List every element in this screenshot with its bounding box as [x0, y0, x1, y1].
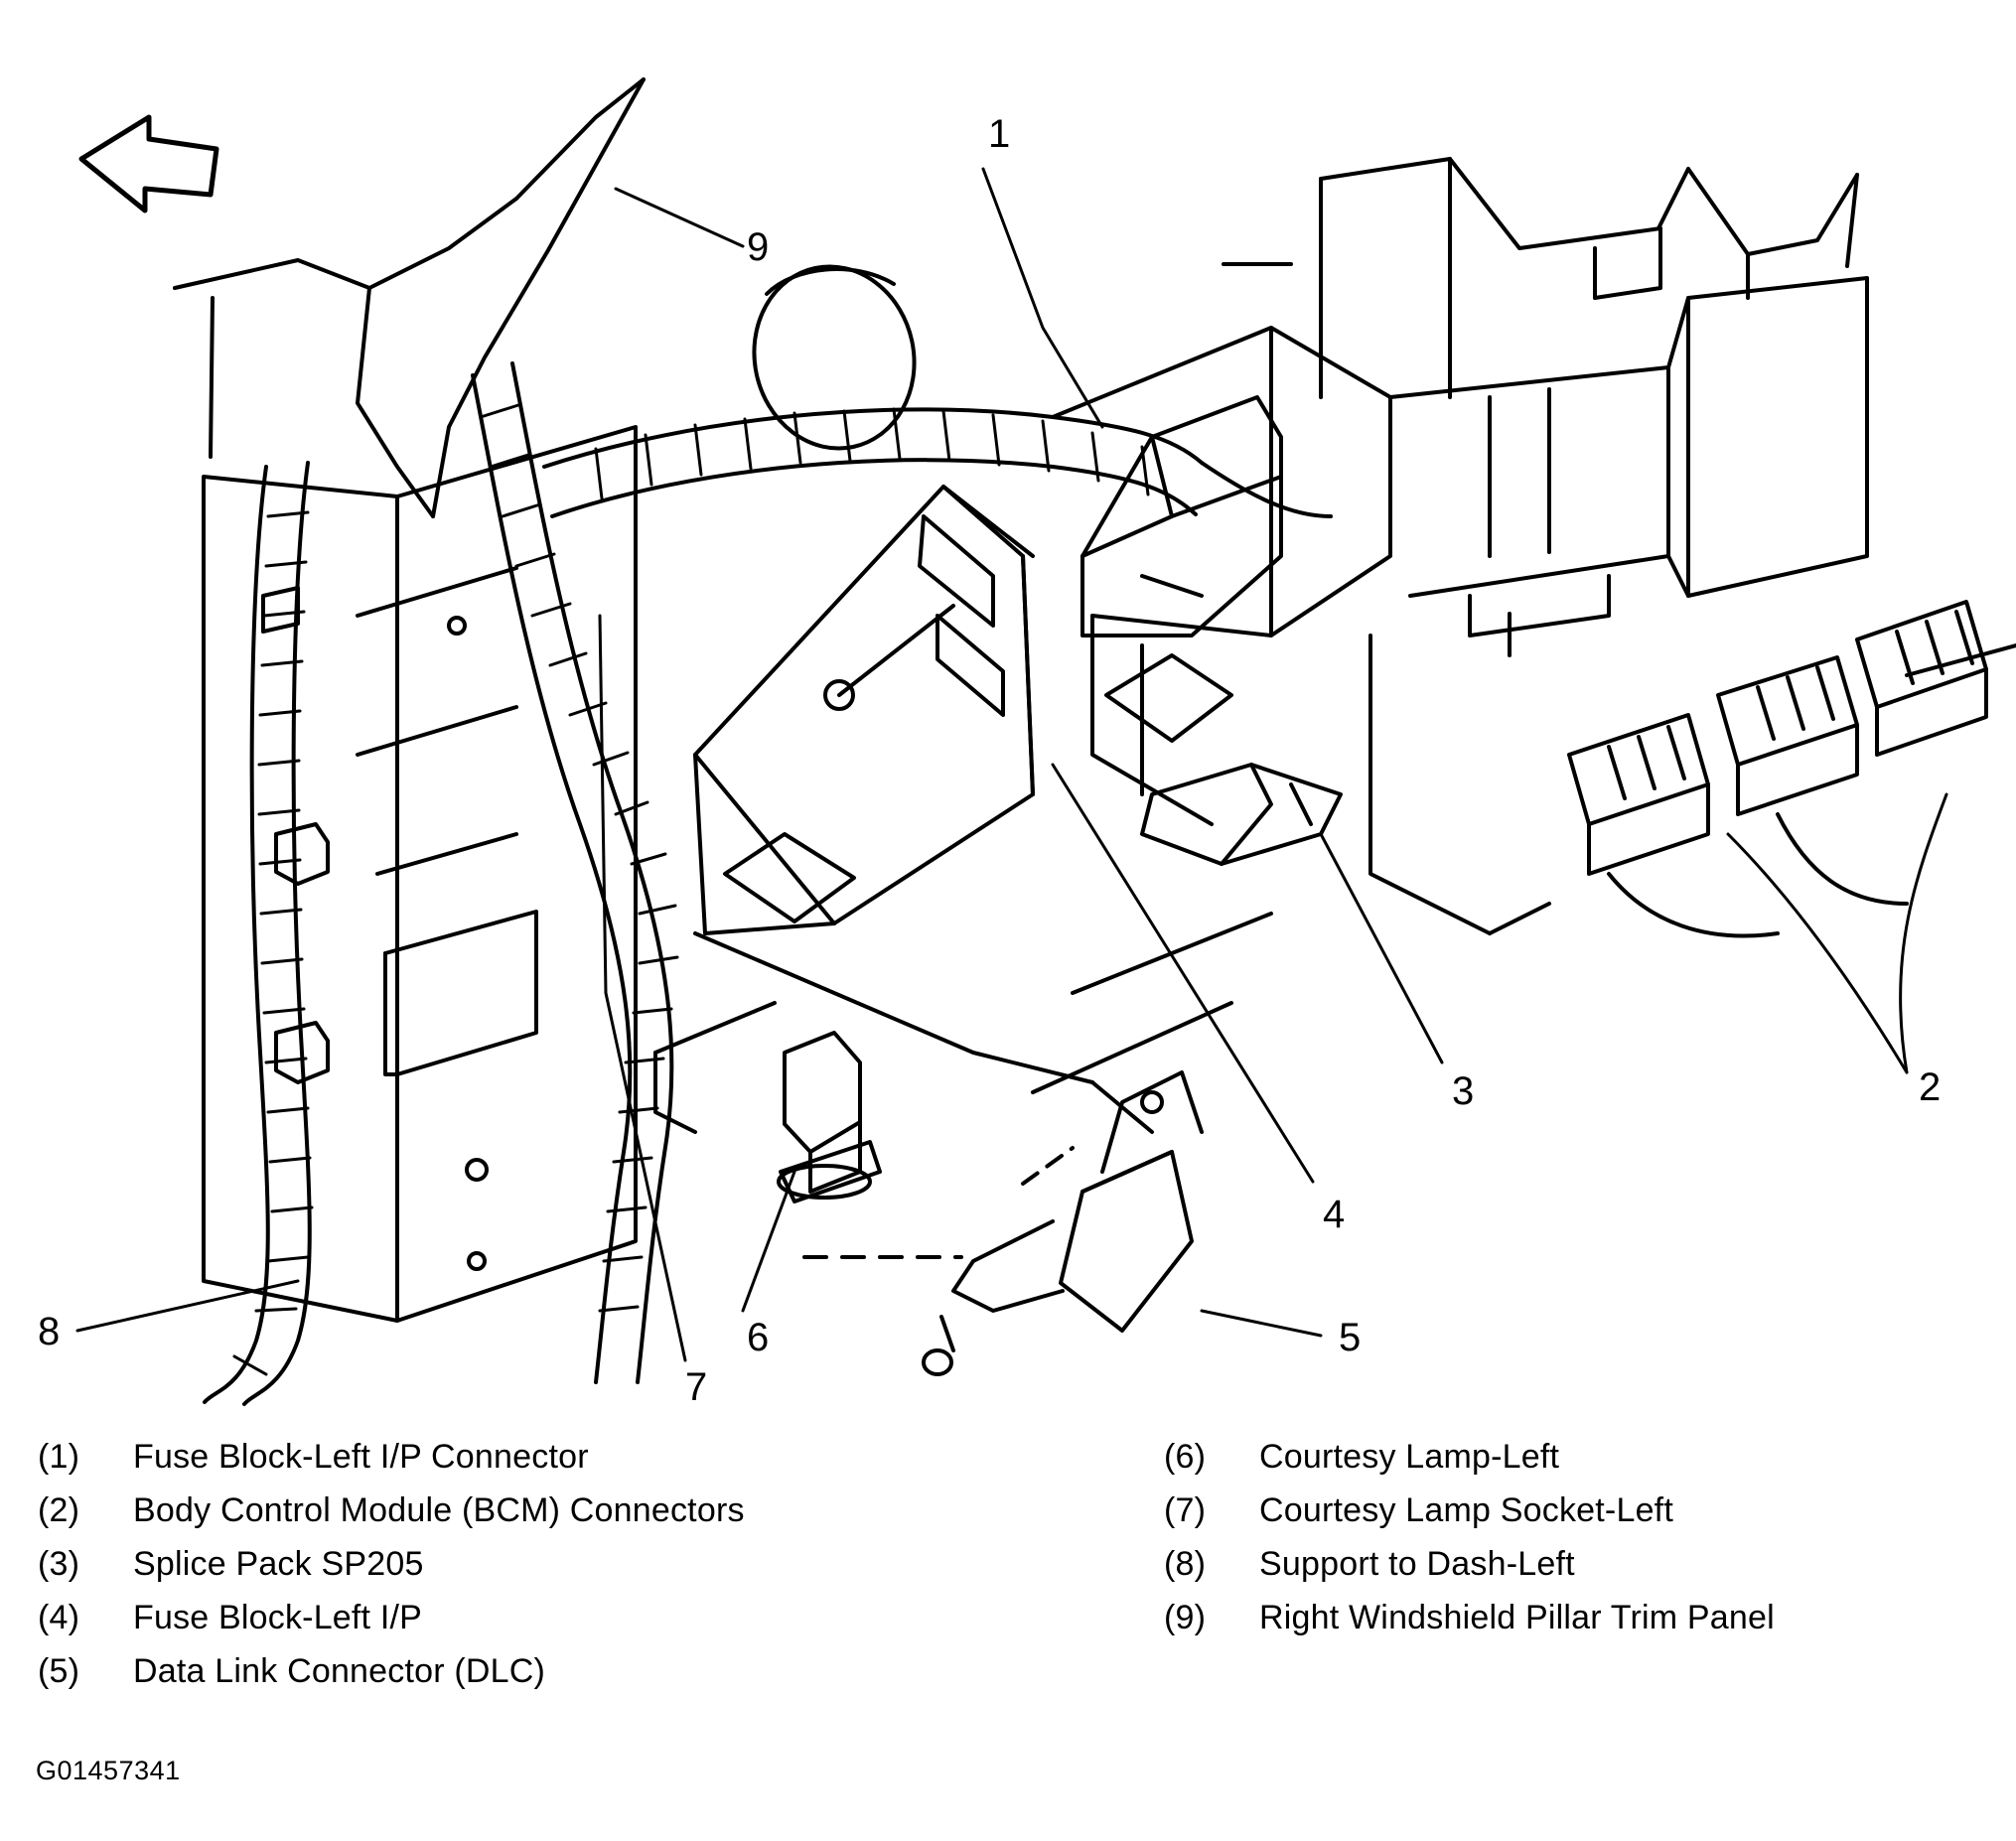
legend-label: Support to Dash-Left: [1259, 1545, 1575, 1583]
legend-number: (9): [1164, 1599, 1207, 1636]
callout-4: 4: [1323, 1193, 1346, 1236]
wiring-harness-center-left: [473, 363, 677, 1382]
callout-9: 9: [747, 225, 770, 269]
legend-number: (2): [38, 1491, 80, 1529]
dash-upper-structure: [1224, 159, 1857, 397]
legend-label: Data Link Connector (DLC): [133, 1652, 546, 1690]
legend-label: Fuse Block-Left I/P Connector: [133, 1438, 589, 1476]
legend: [0, 1430, 2016, 1728]
legend-label: Courtesy Lamp-Left: [1259, 1438, 1560, 1476]
callout-3: 3: [1452, 1069, 1475, 1113]
instrument-panel-support: [1053, 278, 1867, 824]
legend-number: (4): [38, 1599, 80, 1636]
hvac-duct-opening: [738, 251, 932, 463]
callout-leader-lines: [77, 169, 1946, 1360]
callout-7: 7: [685, 1365, 708, 1409]
lower-dash-edges: [655, 636, 1549, 1132]
callout-1: 1: [988, 112, 1011, 156]
legend-item: [38, 1591, 745, 1644]
fuse-block-left-ip: [695, 487, 1033, 933]
legend-item: [38, 1537, 745, 1591]
callout-6: 6: [747, 1316, 770, 1359]
figure-id: G01457341: [36, 1756, 181, 1785]
callout-2: 2: [1919, 1065, 1942, 1109]
legend-item: [38, 1484, 745, 1537]
splice-pack-sp205: [1142, 765, 1341, 864]
legend-item: [1164, 1591, 1775, 1644]
legend-number: (7): [1164, 1491, 1207, 1529]
legend-item: [38, 1430, 745, 1484]
legend-item: [1164, 1484, 1775, 1537]
legend-label: Right Windshield Pillar Trim Panel: [1259, 1599, 1775, 1636]
legend-item: [1164, 1430, 1775, 1484]
wiring-harness-left: [205, 463, 312, 1404]
callout-8: 8: [38, 1310, 61, 1353]
legend-number: (8): [1164, 1545, 1207, 1583]
view-direction-arrow: [81, 117, 216, 211]
legend-item: [38, 1644, 745, 1698]
legend-number: (1): [38, 1438, 80, 1476]
legend-column-left: [38, 1430, 745, 1698]
legend-number: (6): [1164, 1438, 1207, 1476]
body-control-module-connectors: [1569, 602, 2016, 936]
legend-number: (5): [38, 1652, 80, 1690]
legend-label: Splice Pack SP205: [133, 1545, 424, 1583]
data-link-connector: [804, 1072, 1202, 1374]
legend-column-right: [1164, 1430, 1775, 1644]
legend-label: Courtesy Lamp Socket-Left: [1259, 1491, 1673, 1529]
legend-label: Fuse Block-Left I/P: [133, 1599, 423, 1636]
windshield-pillar-trim-panel: [175, 79, 644, 516]
legend-number: (3): [38, 1545, 80, 1583]
callout-5: 5: [1339, 1316, 1362, 1359]
legend-label: Body Control Module (BCM) Connectors: [133, 1491, 745, 1529]
legend-item: [1164, 1537, 1775, 1591]
